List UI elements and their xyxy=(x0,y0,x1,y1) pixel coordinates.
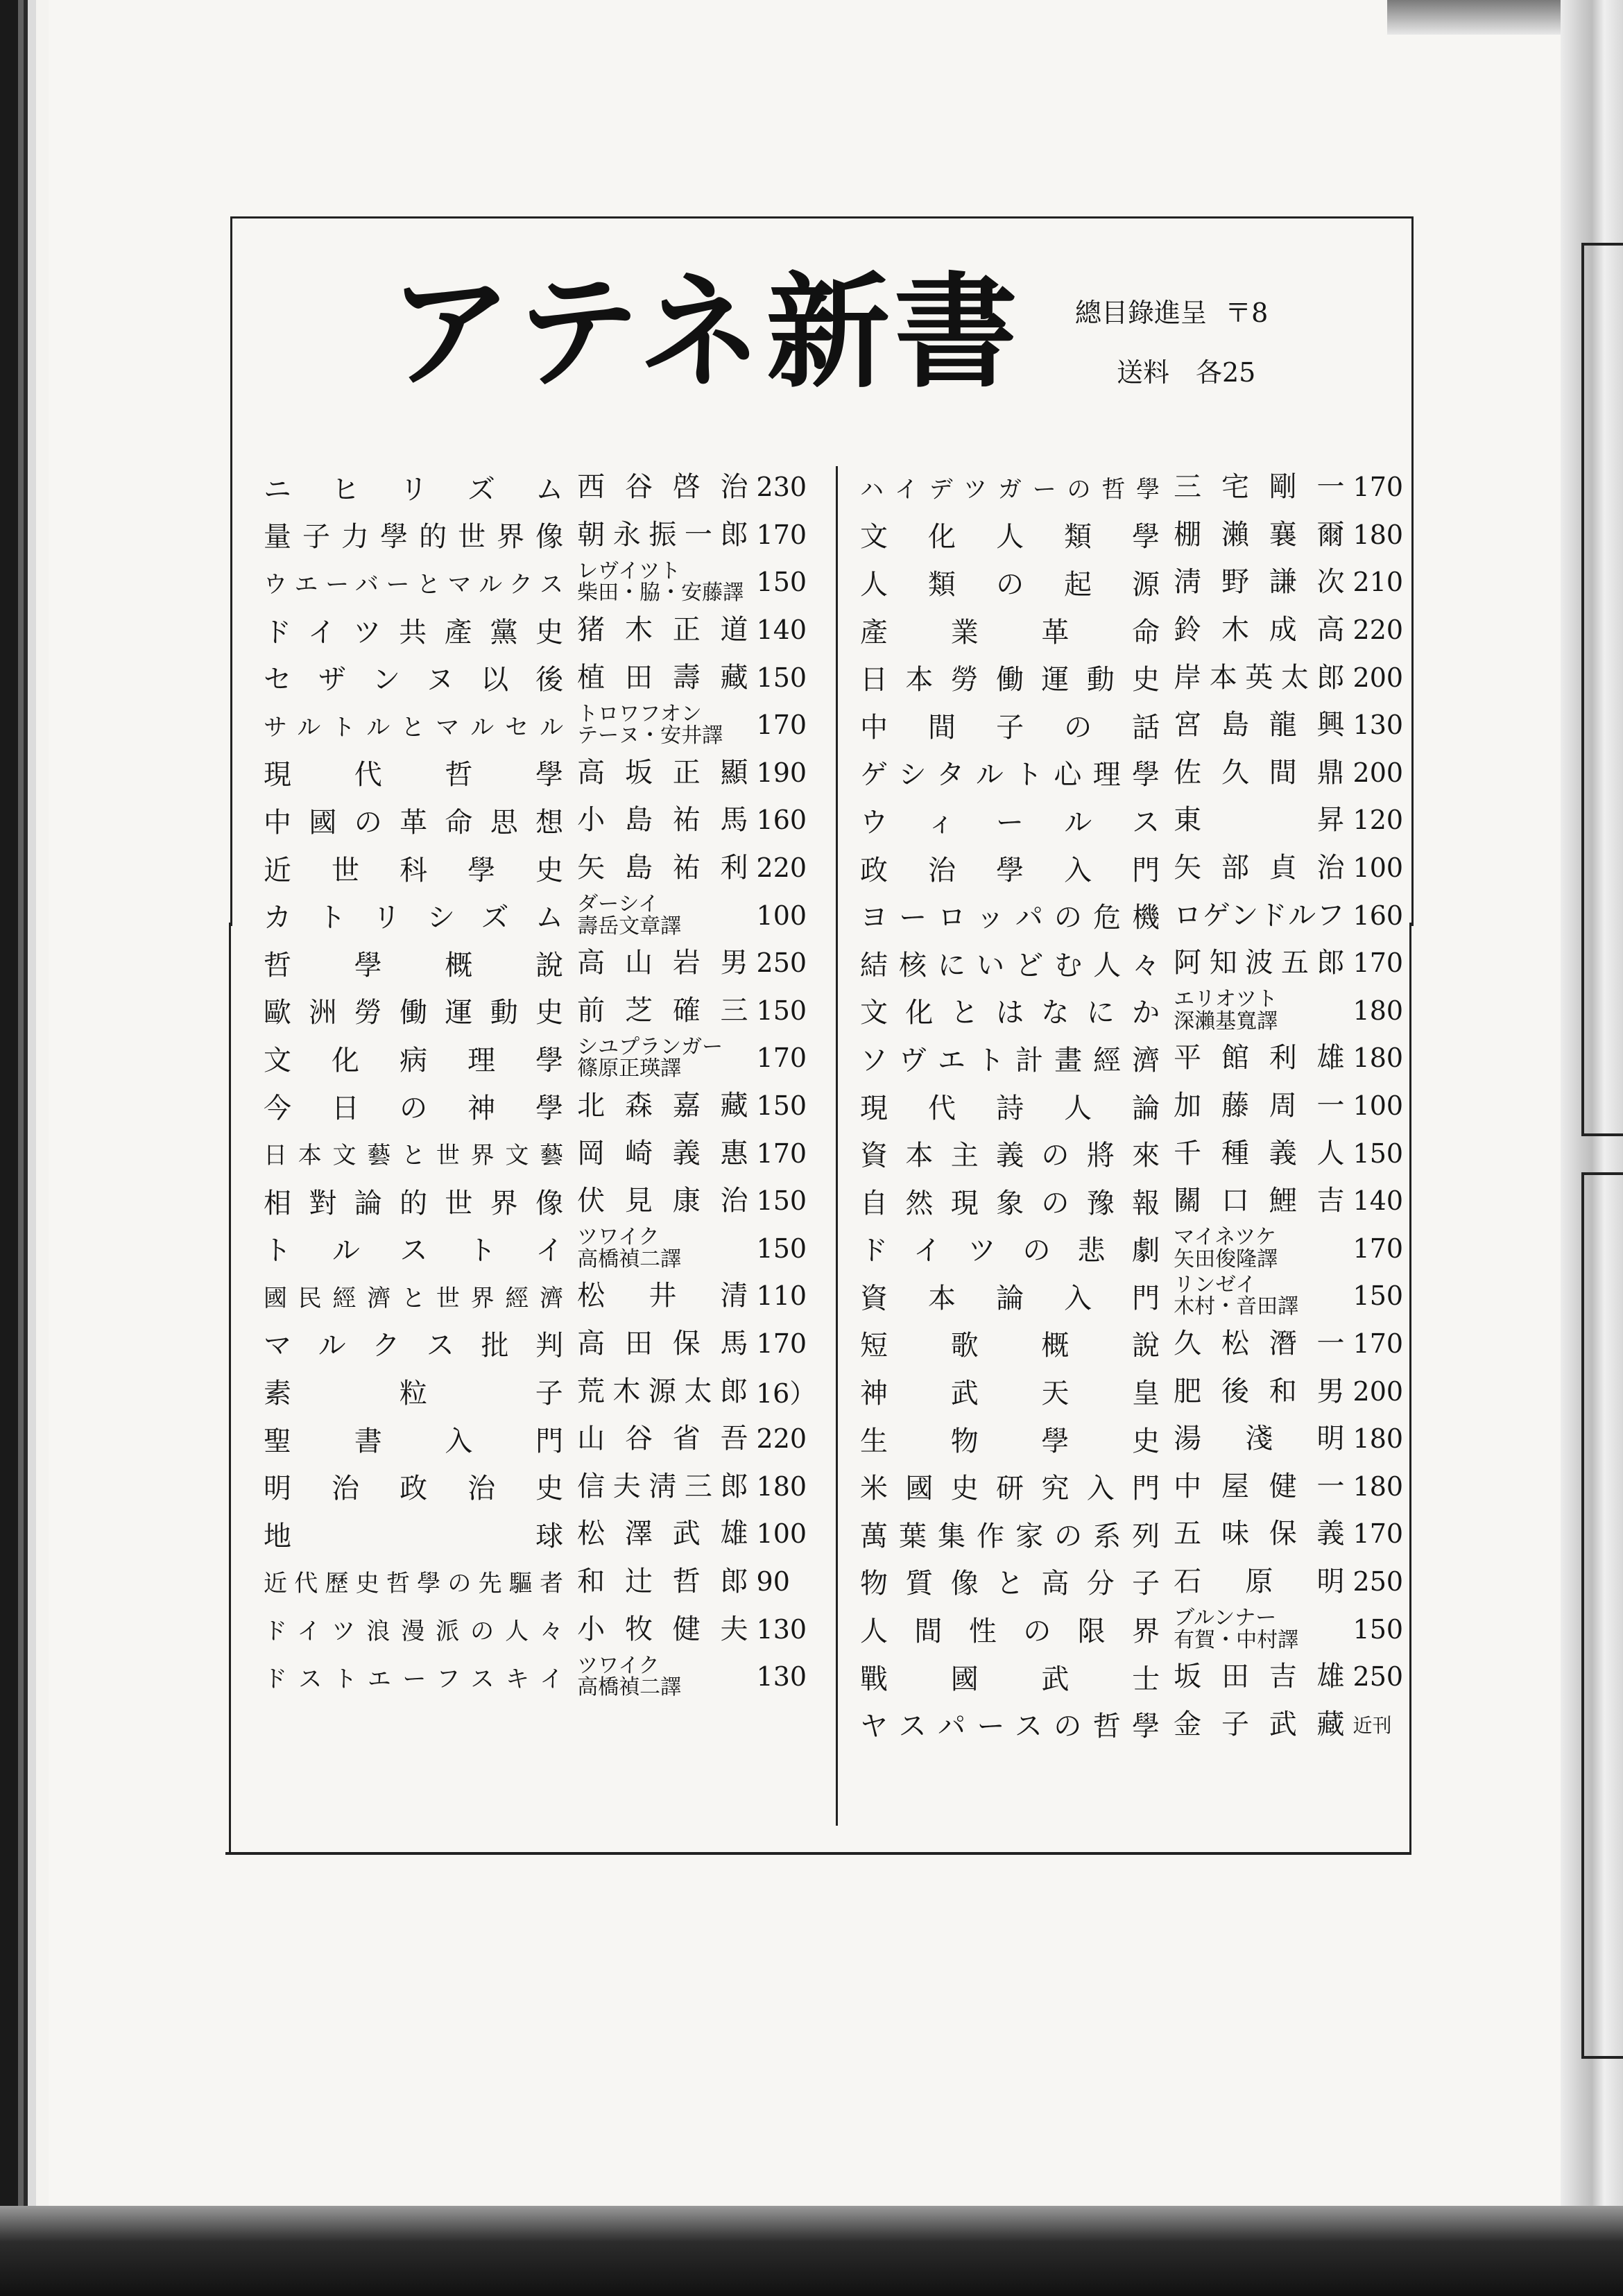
book-title: 政治學入門 xyxy=(860,854,1160,886)
book-price: 200 xyxy=(1352,757,1404,788)
book-title: 現代哲學 xyxy=(264,759,564,791)
book-entry xyxy=(264,701,812,749)
book-author: 石原明 xyxy=(1174,1565,1345,1597)
book-title: セザンヌ以後 xyxy=(264,664,564,696)
book-title: 哲學概說 xyxy=(264,949,564,982)
book-entry xyxy=(860,749,1408,797)
book-price: 180 xyxy=(756,1471,807,1502)
book-title: 文化病理學 xyxy=(264,1044,564,1077)
book-author xyxy=(577,560,756,604)
book-price: 170 xyxy=(756,710,807,741)
book-author: 山谷省吾 xyxy=(577,1423,748,1455)
book-price: 170 xyxy=(1352,948,1404,979)
book-author: 北森嘉藏 xyxy=(577,1090,748,1122)
book-entry xyxy=(264,1177,812,1225)
book-title: 近代歷史哲學の先驅者 xyxy=(264,1570,564,1598)
book-price: 100 xyxy=(1352,1090,1404,1122)
book-title: 米國史研究入門 xyxy=(860,1473,1160,1505)
scan-bottom-edge xyxy=(0,2206,1623,2296)
book-price: 160 xyxy=(756,805,807,836)
book-price: 110 xyxy=(756,1280,807,1312)
book-price: 150 xyxy=(756,995,807,1026)
author-line-1: トロワフオン xyxy=(577,701,702,726)
book-author xyxy=(1174,1607,1352,1651)
book-author: 湯淺明 xyxy=(1174,1423,1345,1455)
book-title: 神武天皇 xyxy=(860,1378,1160,1410)
book-author: 五味保義 xyxy=(1174,1518,1345,1550)
book-entry xyxy=(264,606,812,654)
book-entry xyxy=(264,463,812,511)
book-author: 高田保馬 xyxy=(577,1327,748,1360)
book-title: 中國の革命思想 xyxy=(264,806,564,839)
book-entry xyxy=(860,653,1408,701)
book-author: 淸野謙次 xyxy=(1174,566,1345,599)
book-price: 210 xyxy=(1352,567,1404,598)
book-author: 坂田吉雄 xyxy=(1174,1661,1345,1693)
book-author: 松澤武雄 xyxy=(577,1518,748,1550)
book-entry xyxy=(264,1367,816,1415)
book-entry xyxy=(860,1367,1408,1415)
book-entry xyxy=(860,1082,1408,1130)
author-line-2: 有賀・中村譯 xyxy=(1174,1627,1299,1652)
book-price: 220 xyxy=(756,853,807,884)
book-entry xyxy=(860,701,1408,749)
book-author: 高坂正顯 xyxy=(577,756,748,789)
catalog-note xyxy=(1075,291,1268,329)
book-price: 100 xyxy=(1352,853,1404,884)
book-entry xyxy=(264,1272,812,1320)
book-title: トルストイ xyxy=(264,1235,564,1267)
book-title: 今日の神學 xyxy=(264,1092,564,1124)
author-line-1: エリオツト xyxy=(1174,987,1278,1012)
book-entry xyxy=(264,1082,812,1130)
author-line-2: テーヌ・安井譯 xyxy=(577,723,723,748)
book-price: 100 xyxy=(756,900,807,931)
book-entry xyxy=(860,987,1408,1035)
book-author: 佐久間鼎 xyxy=(1174,756,1345,789)
book-entry xyxy=(860,1177,1408,1225)
book-entry xyxy=(264,987,812,1035)
book-title: 日本文藝と世界文藝 xyxy=(264,1142,564,1170)
book-title: 產業革命 xyxy=(860,616,1160,649)
book-author: 高山岩男 xyxy=(577,947,748,979)
book-author xyxy=(1174,1226,1352,1270)
author-line-1: レヴイツト xyxy=(577,558,681,583)
book-title: 量子力學的世界像 xyxy=(264,521,564,554)
book-entry xyxy=(860,1225,1408,1273)
book-entry xyxy=(860,1272,1408,1320)
book-title: 結核にいどむ人々 xyxy=(860,949,1160,982)
book-price: 170 xyxy=(1352,472,1404,503)
book-entry xyxy=(264,844,812,892)
book-author: 平館利雄 xyxy=(1174,1042,1345,1074)
book-author: 猪木正道 xyxy=(577,614,748,646)
book-price: 16） xyxy=(756,1378,816,1410)
book-entry xyxy=(860,606,1408,654)
book-price: 150 xyxy=(1352,1280,1404,1312)
book-title: ウエーバーとマルクス xyxy=(264,570,564,599)
book-entry xyxy=(860,1129,1408,1177)
left-book-list xyxy=(264,463,816,1700)
book-author: 荒木源太郎 xyxy=(576,1375,748,1407)
author-line-2: 深瀨基寬譯 xyxy=(1174,1009,1278,1034)
author-line-1: ツワイク xyxy=(577,1653,660,1678)
book-title: ドイツ共產黨史 xyxy=(264,616,564,649)
book-entry xyxy=(264,749,812,797)
book-title: 中間子の話 xyxy=(860,711,1160,744)
book-title: 物質像と高分子 xyxy=(860,1568,1160,1600)
book-entry xyxy=(860,1320,1408,1368)
book-price: 250 xyxy=(1352,1566,1404,1597)
book-price: 180 xyxy=(1352,1471,1404,1502)
book-title: 短歌概說 xyxy=(860,1330,1160,1362)
book-entry xyxy=(860,558,1408,606)
author-line-1: ツワイク xyxy=(577,1225,660,1250)
book-entry xyxy=(860,1415,1408,1463)
book-author: 中屋健一 xyxy=(1174,1470,1345,1502)
book-author xyxy=(1174,988,1352,1032)
author-line-1: ブルンナー xyxy=(1174,1606,1277,1631)
book-author: 前芝確三 xyxy=(577,994,748,1027)
book-price: 130 xyxy=(756,1661,807,1693)
book-author: 金子武藏 xyxy=(1174,1708,1345,1740)
book-price: 150 xyxy=(756,662,807,693)
book-entry xyxy=(860,1462,1408,1510)
book-entry xyxy=(264,939,812,987)
book-price: 200 xyxy=(1352,1376,1404,1407)
author-line-1: シユプランガー xyxy=(577,1034,723,1059)
book-title: 相對論的世界像 xyxy=(264,1187,564,1219)
book-author: 岡崎義惠 xyxy=(577,1137,748,1170)
book-entry xyxy=(264,1225,812,1273)
book-price: 250 xyxy=(756,948,807,979)
author-line-1: マイネツケ xyxy=(1174,1225,1277,1250)
book-entry xyxy=(264,1653,812,1701)
book-price: 150 xyxy=(756,1233,807,1264)
book-price: 150 xyxy=(756,567,807,598)
author-line-2: 柴田・脇・安藤譯 xyxy=(577,581,744,606)
book-price: 170 xyxy=(756,1328,807,1359)
book-author xyxy=(577,1036,756,1080)
book-title: ソヴエト計畫經濟 xyxy=(860,1044,1160,1077)
book-entry xyxy=(264,1320,812,1368)
book-price: 250 xyxy=(1352,1661,1404,1693)
book-author xyxy=(577,1226,756,1270)
book-title: 明治政治史 xyxy=(264,1473,564,1505)
book-author: ロゲンドルフ xyxy=(1174,899,1345,932)
book-entry xyxy=(264,1605,812,1653)
book-title: 戰國武士 xyxy=(860,1663,1160,1695)
book-price: 170 xyxy=(756,1138,807,1169)
book-author: 棚瀨襄爾 xyxy=(1174,518,1345,551)
author-line-1: リンゼイ xyxy=(1174,1272,1257,1297)
book-author: 東昇 xyxy=(1174,804,1345,837)
book-author: 和辻哲郎 xyxy=(577,1565,748,1597)
book-author xyxy=(577,893,756,937)
book-entry xyxy=(860,1034,1408,1082)
book-entry xyxy=(860,1653,1408,1701)
book-price: 180 xyxy=(1352,1423,1404,1455)
book-author: 關口鯉吉 xyxy=(1174,1185,1345,1217)
right-book-list xyxy=(860,463,1408,1748)
frame-left-rule xyxy=(229,923,231,1852)
book-author: 久松潛一 xyxy=(1174,1327,1345,1360)
book-title: 現代詩人論 xyxy=(860,1092,1160,1124)
book-title: ヤスパースの哲學 xyxy=(860,1711,1160,1743)
book-title: マルクス批判 xyxy=(264,1330,564,1362)
book-price: 150 xyxy=(756,1185,807,1217)
book-title: 資本主義の將來 xyxy=(860,1140,1160,1172)
book-entry xyxy=(860,796,1408,844)
book-entry xyxy=(264,891,812,939)
book-price: 150 xyxy=(1352,1613,1404,1645)
book-title: 國民經濟と世界經濟 xyxy=(264,1284,564,1312)
book-title: ウィールス xyxy=(860,806,1160,839)
book-title: 近世科學史 xyxy=(264,854,564,886)
book-title: ニヒリズム xyxy=(264,473,564,506)
adjacent-page-bracket-top xyxy=(1581,243,1623,1136)
book-title: ドイツの悲劇 xyxy=(860,1235,1160,1267)
book-entry xyxy=(860,844,1408,892)
book-author: 朝永振一郎 xyxy=(577,518,748,551)
book-author: 小牧健夫 xyxy=(577,1613,748,1645)
author-line-2: 壽岳文章譯 xyxy=(577,914,682,939)
book-author: 三宅剛一 xyxy=(1174,471,1345,504)
book-entry xyxy=(264,796,812,844)
book-entry xyxy=(860,939,1408,987)
book-title: ドストエーフスキイ xyxy=(264,1665,564,1693)
book-entry xyxy=(264,511,812,559)
book-author: 千種義人 xyxy=(1174,1137,1345,1170)
book-price: 230 xyxy=(756,472,807,503)
book-title: ハイデツガーの哲學 xyxy=(860,475,1160,504)
book-title: 生物學史 xyxy=(860,1425,1160,1457)
shipping-note: 送料 各25 xyxy=(1117,357,1256,388)
book-entry xyxy=(860,1605,1408,1653)
book-author: 伏見康治 xyxy=(577,1185,748,1217)
book-price: 90 xyxy=(756,1566,790,1597)
author-line-2: 篠原正瑛譯 xyxy=(577,1056,682,1081)
book-price: 100 xyxy=(756,1518,807,1550)
book-entry xyxy=(860,463,1408,511)
book-price: 130 xyxy=(1352,710,1404,741)
catalog-note-text: 總目錄進呈 xyxy=(1075,298,1208,328)
book-author xyxy=(1174,1274,1352,1318)
book-author: 信夫淸三郎 xyxy=(577,1470,748,1502)
book-author: 岸本英太郎 xyxy=(1174,661,1345,694)
book-price: 150 xyxy=(1352,1138,1404,1169)
book-entry xyxy=(860,891,1408,939)
book-price: 160 xyxy=(1352,900,1404,931)
book-entry xyxy=(264,558,812,606)
book-entry xyxy=(264,1462,812,1510)
book-title: 歐洲勞働運動史 xyxy=(264,997,564,1029)
book-price: 190 xyxy=(756,757,807,788)
author-line-1: ダーシイ xyxy=(577,892,660,917)
book-author: 肥後和男 xyxy=(1174,1375,1345,1407)
column-divider xyxy=(836,466,838,1826)
book-entry xyxy=(264,653,812,701)
book-price: 120 xyxy=(1352,805,1404,836)
book-price: 近刊 xyxy=(1352,1713,1392,1737)
book-title: 地球 xyxy=(264,1520,564,1552)
frame-right-rule xyxy=(1409,923,1411,1852)
book-price: 170 xyxy=(756,1043,807,1074)
book-author: 植田壽藏 xyxy=(577,661,748,694)
book-author: 加藤周一 xyxy=(1174,1090,1345,1122)
author-line-2: 高橋禎二譯 xyxy=(577,1246,682,1271)
book-title: 資本論入門 xyxy=(860,1282,1160,1314)
author-line-2: 木村・音田譯 xyxy=(1174,1294,1299,1319)
book-title: 素粒子 xyxy=(264,1378,563,1410)
book-price: 130 xyxy=(756,1613,807,1645)
book-entry xyxy=(264,1510,812,1558)
frame-bottom-rule xyxy=(225,1852,1411,1855)
book-title: 日本勞働運動史 xyxy=(860,664,1160,696)
book-title: ゲシタルト心理學 xyxy=(860,759,1160,791)
book-author: 宮島龍興 xyxy=(1174,709,1345,742)
book-author: 鈴木成高 xyxy=(1174,614,1345,646)
book-price: 170 xyxy=(1352,1518,1404,1550)
book-price: 200 xyxy=(1352,662,1404,693)
book-author: 阿知波五郎 xyxy=(1174,947,1345,979)
book-price: 170 xyxy=(756,519,807,550)
book-title: 自然現象の豫報 xyxy=(860,1187,1160,1219)
book-entry xyxy=(264,1129,812,1177)
book-price: 140 xyxy=(756,615,807,646)
book-title: 人類の起源 xyxy=(860,568,1160,601)
book-author xyxy=(577,1655,756,1699)
book-title: ヨーロッパの危機 xyxy=(860,902,1160,934)
book-price: 150 xyxy=(756,1090,807,1122)
book-author: 松井清 xyxy=(577,1280,748,1312)
book-entry xyxy=(860,1510,1408,1558)
book-entry xyxy=(860,1700,1408,1748)
adjacent-page-bracket-bottom xyxy=(1581,1172,1623,2059)
book-price: 180 xyxy=(1352,519,1404,550)
book-price: 220 xyxy=(1352,615,1404,646)
book-title: 人間性の限界 xyxy=(860,1616,1160,1648)
book-title: ドイツ浪漫派の人々 xyxy=(264,1618,564,1646)
book-price: 170 xyxy=(1352,1328,1404,1359)
book-title: カトリシズム xyxy=(264,902,564,934)
book-entry xyxy=(264,1034,812,1082)
book-entry xyxy=(264,1415,812,1463)
book-author: 矢部貞治 xyxy=(1174,852,1345,884)
book-title: サルトルとマルセル xyxy=(264,713,564,742)
book-entry xyxy=(860,1558,1408,1606)
book-title: 聖書入門 xyxy=(264,1425,564,1457)
series-title: アテネ新書 xyxy=(388,261,1022,404)
book-entry xyxy=(860,511,1408,559)
book-author: 矢島祐利 xyxy=(577,852,748,884)
book-price: 220 xyxy=(756,1423,807,1455)
book-entry xyxy=(264,1558,812,1606)
scan-left-edge xyxy=(0,0,49,2296)
book-author: 西谷啓治 xyxy=(577,471,748,504)
book-title: 文化人類學 xyxy=(860,521,1160,554)
author-line-2: 高橋禎二譯 xyxy=(577,1675,682,1700)
book-price: 170 xyxy=(1352,1233,1404,1264)
author-line-2: 矢田俊隆譯 xyxy=(1174,1246,1278,1271)
book-author xyxy=(577,703,756,747)
postage-label: 〒8 xyxy=(1225,298,1269,328)
book-price: 180 xyxy=(1352,1043,1404,1074)
book-price: 180 xyxy=(1352,995,1404,1026)
book-author: 小島祐馬 xyxy=(577,804,748,837)
book-title: 萬葉集作家の系列 xyxy=(860,1520,1160,1552)
book-title: 文化とはなにか xyxy=(860,997,1160,1029)
book-price: 140 xyxy=(1352,1185,1404,1217)
